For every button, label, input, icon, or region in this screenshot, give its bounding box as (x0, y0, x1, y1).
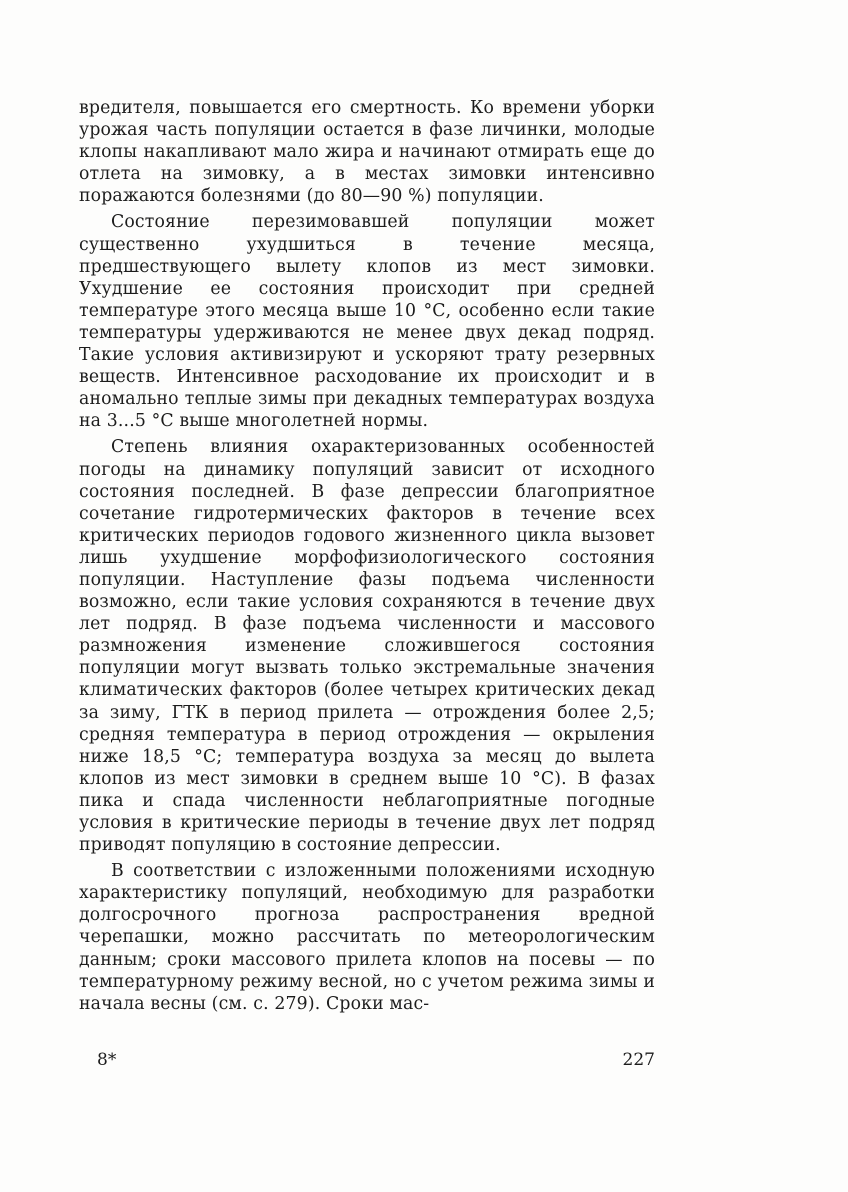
paragraph-2: Состояние перезимовавшей популяции может существенно ухудшиться в течение месяца, предшествующего вылету клопов из мест зимовки. Ухудшение ее состояния происходит при средней температуре этого месяца выше 10 °С, особенно если такие температуры удерживаются не менее двух декад подряд. Такие условия активизируют и ускоряют трату резервных веществ. Интенсивное расходование их происходит и в аномально теплые зимы при декадных температурах воздуха на 3...5 °С выше многолетней нормы. (79, 212, 655, 432)
paragraph-1: вредителя, повышается его смертность. Ко времени уборки урожая часть популяции остается в фазе личинки, молодые клопы накапливают мало жира и начинают отмирать еще до отлета на зимовку, а в местах зимовки интенсивно поражаются болезнями (до 80—90 %) популяции. (79, 98, 655, 207)
paragraph-3: Степень влияния охарактеризованных особенностей погоды на динамику популяций зависит от исходного состояния последней. В фазе депрессии благоприятное сочетание гидротермических факторов в течение всех критических периодов годового жизненного цикла вызовет лишь ухудшение морфофизиологического состояния популяции. Наступление фазы подъема численности возможно, если такие условия сохраняются в течение двух лет подряд. В фазе подъема численности и массового размножения изменение сложившегося состояния популяции могут вызвать только экстремальные значения климатических факторов (более четырех критических декад за зиму, ГТК в период прилета — отрождения более 2,5; средняя температура в период отрождения — окрыления ниже 18,5 °С; температура воздуха за месяц до вылета клопов из мест зимовки в среднем выше 10 °С). В фазах пика и спада численности неблагоприятные погодные условия в критические периоды в течение двух лет подряд приводят популяцию в состояние депрессии. (79, 437, 655, 856)
page-number: 227 (622, 1050, 655, 1070)
body-text (79, 97, 655, 1015)
page-footer (79, 1050, 655, 1074)
paragraph-4: В соответствии с изложенными положениями исходную характеристику популяций, необходимую для разработки долгосрочного прогноза распространения вредной черепашки, можно рассчитать по метеорологическим данным; сроки массового прилета клопов на посевы — по температурному режиму весной, но с учетом режима зимы и начала весны (см. с. 279). Сроки мас- (79, 861, 655, 1014)
signature-mark: 8* (97, 1050, 117, 1070)
